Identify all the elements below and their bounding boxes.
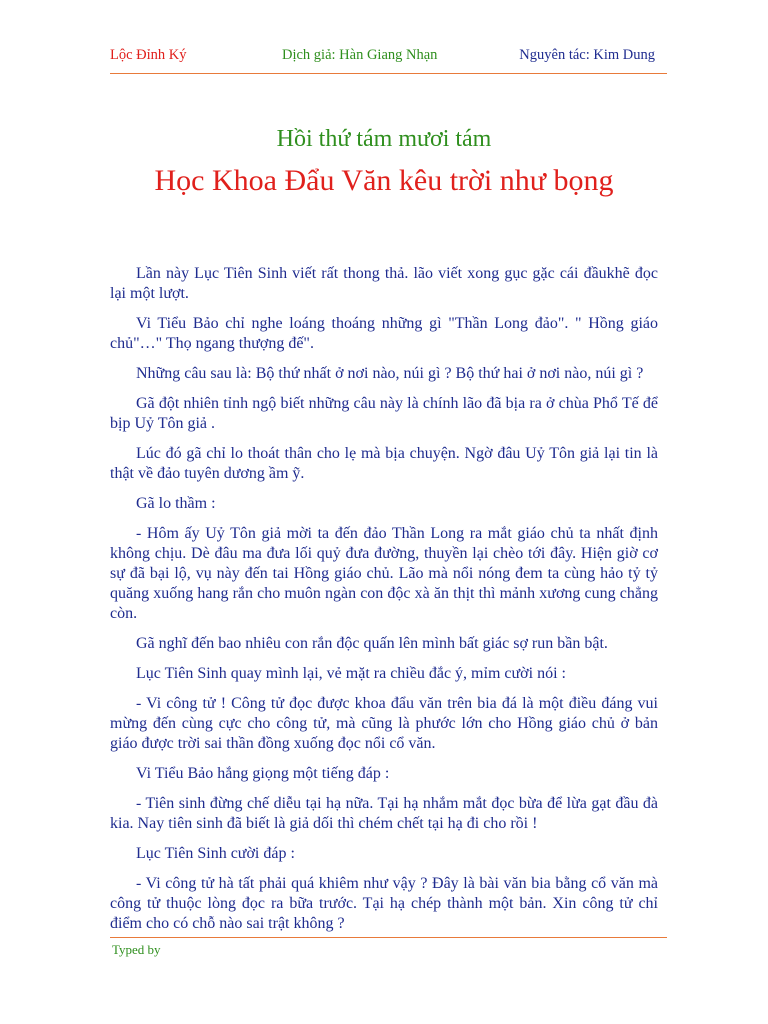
paragraph: - Vi công tử ! Công tử đọc được khoa đẩu văn trên bia đá là một điều đáng vui mừng đến cùng cực cho công tử, mà cũng là phước lớn cho Hồng giáo chủ ở bản giáo được trời sai thần đồng xuống đọc nổi cổ văn. bbox=[110, 695, 658, 752]
page-header bbox=[110, 44, 655, 66]
paragraph: Gã lo thầm : bbox=[136, 495, 216, 512]
paragraph: Vi Tiểu Bảo chỉ nghe loáng thoáng những gì "Thần Long đảo". " Hồng giáo chủ"…" Thọ ngang thượng đế". bbox=[110, 315, 658, 352]
footer-divider bbox=[110, 937, 667, 938]
paragraph: - Vi công tử hà tất phải quá khiêm như vậy ? Đây là bài văn bia bằng cổ văn mà công tử thuộc lòng đọc ra bữa trước. Tại hạ chép thành một bản. Xin công tử chỉ điểm cho có chỗ nào sai trật không ? bbox=[110, 875, 658, 932]
translator: Dịch giả: Hàn Giang Nhạn bbox=[282, 47, 438, 63]
footer-typed-by: Typed by bbox=[112, 942, 161, 957]
chapter-number: Hồi thứ tám mươi tám bbox=[276, 126, 492, 152]
paragraph: Gã đột nhiên tỉnh ngộ biết những câu này là chính lão đã bịa ra ở chùa Phổ Tế để bịp Uỷ Tôn giả . bbox=[110, 395, 658, 432]
header-divider bbox=[110, 73, 667, 74]
chapter-body bbox=[110, 264, 658, 944]
paragraph: Những câu sau là: Bộ thứ nhất ở nơi nào, núi gì ? Bộ thứ hai ở nơi nào, núi gì ? bbox=[136, 365, 644, 382]
paragraph: Lúc đó gã chỉ lo thoát thân cho lẹ mà bịa chuyện. Ngờ đâu Uỷ Tôn giả lại tin là thật về đảo tuyên dương ầm ỹ. bbox=[110, 445, 658, 482]
original-author: Nguyên tác: Kim Dung bbox=[519, 47, 655, 63]
paragraph: Lục Tiên Sinh cười đáp : bbox=[136, 845, 295, 862]
paragraph: - Tiên sinh đừng chế diễu tại hạ nữa. Tại hạ nhắm mắt đọc bừa để lừa gạt đầu đà kia. Nay tiên sinh đã biết là giả dối thì chém chết tại hạ đi cho rồi ! bbox=[110, 795, 658, 832]
paragraph: Gã nghĩ đến bao nhiêu con rắn độc quấn lên mình bất giác sợ run bần bật. bbox=[136, 635, 608, 652]
paragraph: Vi Tiểu Bảo hắng giọng một tiếng đáp : bbox=[136, 765, 390, 782]
book-title: Lộc Đỉnh Ký bbox=[110, 47, 187, 63]
paragraph: Lục Tiên Sinh quay mình lại, vẻ mặt ra chiều đắc ý, mỉm cười nói : bbox=[136, 665, 566, 682]
paragraph: - Hôm ấy Uỷ Tôn giả mời ta đến đảo Thần Long ra mắt giáo chủ ta nhất định không chịu. Dè đâu ma đưa lối quỷ đưa đường, thuyền lại chèo tới đây. Hiện giờ cơ sự đã bại lộ, vụ này đến tai Hồng giáo chủ. Lão mà nổi nóng đem ta cùng hảo tỷ tỷ quăng xuống hang rắn cho muôn ngàn con độc xà ăn thịt thì mảnh xương cung chẳng còn. bbox=[110, 525, 658, 622]
paragraph: Lần này Lục Tiên Sinh viết rất thong thả. lão viết xong gục gặc cái đầukhẽ đọc lại một lượt. bbox=[110, 265, 658, 302]
chapter-title: Học Khoa Đẩu Văn kêu trời như bọng bbox=[154, 164, 614, 197]
